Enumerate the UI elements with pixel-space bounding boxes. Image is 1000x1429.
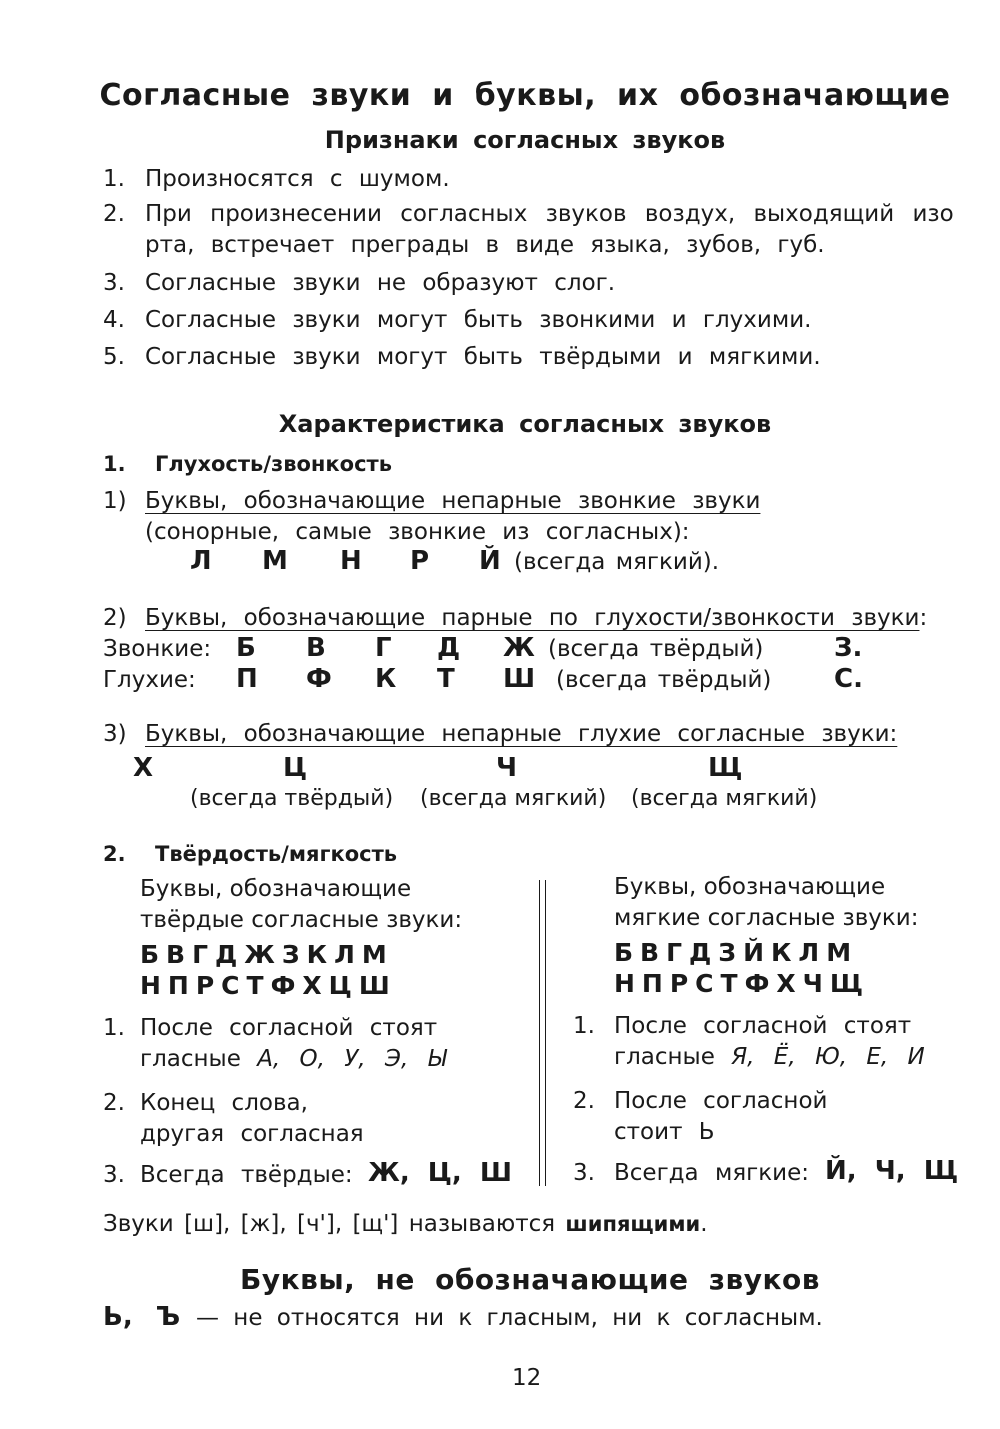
voiceless-letter-s: С. [834,664,863,694]
voiced-letter-z: З. [834,633,863,663]
sonorant-letter-j: Й [479,546,501,576]
voiceless-unpaired-ts: Ц [283,753,308,783]
soft-always-letters: Й, Ч, Щ [825,1156,959,1186]
soft-rule-1: 1. После согласной стоят [573,1013,912,1039]
voiceless-unpaired-kh: Х [133,753,154,783]
hard-rule-1: 1. После согласной стоят [103,1015,438,1041]
signs-item-1: 1. Произносятся с шумом. [103,166,450,192]
voiceless-sh-note: (всегда твёрдый) [556,667,772,693]
voicing-p3-heading: 3) Буквы, обозначающие непарные глухие согласные звуки: [103,721,898,747]
section-hardness-title: 2. Твёрдость/мягкость [103,842,398,866]
voicing-p2-heading: 2) Буквы, обозначающие парные по глухости/звонкости звуки: [103,605,928,631]
no-sound-heading: Буквы, не обозначающие звуков [240,1263,820,1296]
ch-note: (всегда мягкий) [420,786,607,811]
hard-letters-row-2: НПРСТФХЦШ [140,971,397,1000]
signs-item-2: 2. При произнесении согласных звуков воздух, выходящий изо [103,201,954,227]
page-title: Согласные звуки и буквы, их обозначающие [99,78,951,113]
signs-item-3: 3. Согласные звуки не образуют слог. [103,270,616,296]
signs-item-4: 4. Согласные звуки могут быть звонкими и глухими. [103,307,812,333]
voiceless-letter-t: Т [437,664,455,694]
sonorant-letter-r: Р [410,546,430,576]
hard-letters-row-1: БВГДЖЗКЛМ [140,940,394,969]
voiceless-unpaired-shch: Щ [708,753,743,783]
signs-item-2-cont: рта, встречает преграды в виде языка, зубов, губ. [145,232,825,258]
voiced-zh-note: (всегда твёрдый) [548,636,764,662]
voiced-letter-d: Д [437,633,461,663]
no-sound-text: — не относятся ни к гласным, ни к согласным. [196,1305,823,1331]
shch-note: (всегда мягкий) [631,786,818,811]
voiceless-unpaired-ch: Ч [496,753,518,783]
sonorant-j-note: (всегда мягкий). [514,549,720,575]
voiced-label: Звонкие: [103,636,212,662]
voiceless-label: Глухие: [103,667,196,693]
sonorant-letter-m: М [262,546,288,576]
signs-item-5: 5. Согласные звуки могут быть твёрдыми и мягкими. [103,344,821,370]
soft-letters-row-1: БВГДЗЙКЛМ [614,938,859,967]
no-sound-letters: Ь, Ъ [103,1302,181,1332]
voiceless-letter-k: К [375,664,397,694]
hard-rule-1-vowels: гласные А, О, У, Э, Ы [140,1046,447,1072]
hard-always-letters: Ж, Ц, Ш [368,1158,513,1188]
hard-heading-2: твёрдые согласные звуки: [140,907,463,933]
voiced-letter-zh: Ж [503,633,535,663]
voiced-letter-g: Г [375,633,392,663]
column-divider-left [539,880,540,1186]
soft-rule-2-cont: стоит Ь [614,1119,715,1145]
voicing-p1-note: (сонорные, самые звонкие из согласных): [145,519,690,545]
soft-rule-2: 2. После согласной [573,1088,828,1114]
sonorant-letter-l: Л [190,546,212,576]
column-divider-right [545,880,546,1186]
soft-heading-1: Буквы, обозначающие [614,874,886,900]
hard-rule-2: 2. Конец слова, [103,1090,308,1116]
voiced-letter-v: В [306,633,326,663]
section-voicing-title: 1. Глухость/звонкость [103,452,392,476]
page-number: 12 [512,1365,542,1391]
voicing-p1-heading: 1) Буквы, обозначающие непарные звонкие звуки [103,488,761,514]
soft-letters-row-2: НПРСТФХЧЩ [614,969,870,998]
hard-rule-2-cont: другая согласная [140,1121,364,1147]
voiced-letter-b: Б [236,633,256,663]
soft-heading-2: мягкие согласные звуки: [614,905,919,931]
hard-heading-1: Буквы, обозначающие [140,876,412,902]
voiceless-letter-f: Ф [306,664,332,694]
characteristics-heading: Характеристика согласных звуков [278,410,772,438]
voiceless-letter-sh: Ш [503,664,536,694]
signs-heading: Признаки согласных звуков [324,126,726,154]
voiceless-letter-p: П [236,664,258,694]
sonorant-letter-n: Н [340,546,362,576]
soft-rule-1-vowels: гласные Я, Ё, Ю, Е, И [614,1044,925,1070]
ts-note: (всегда твёрдый) [190,786,394,811]
hard-rule-3: 3. Всегда твёрдые: [103,1162,353,1188]
hissing-sentence: Звуки [ш], [ж], [ч'], [щ'] называются шипящими. [103,1211,708,1237]
soft-rule-3: 3. Всегда мягкие: [573,1160,809,1186]
